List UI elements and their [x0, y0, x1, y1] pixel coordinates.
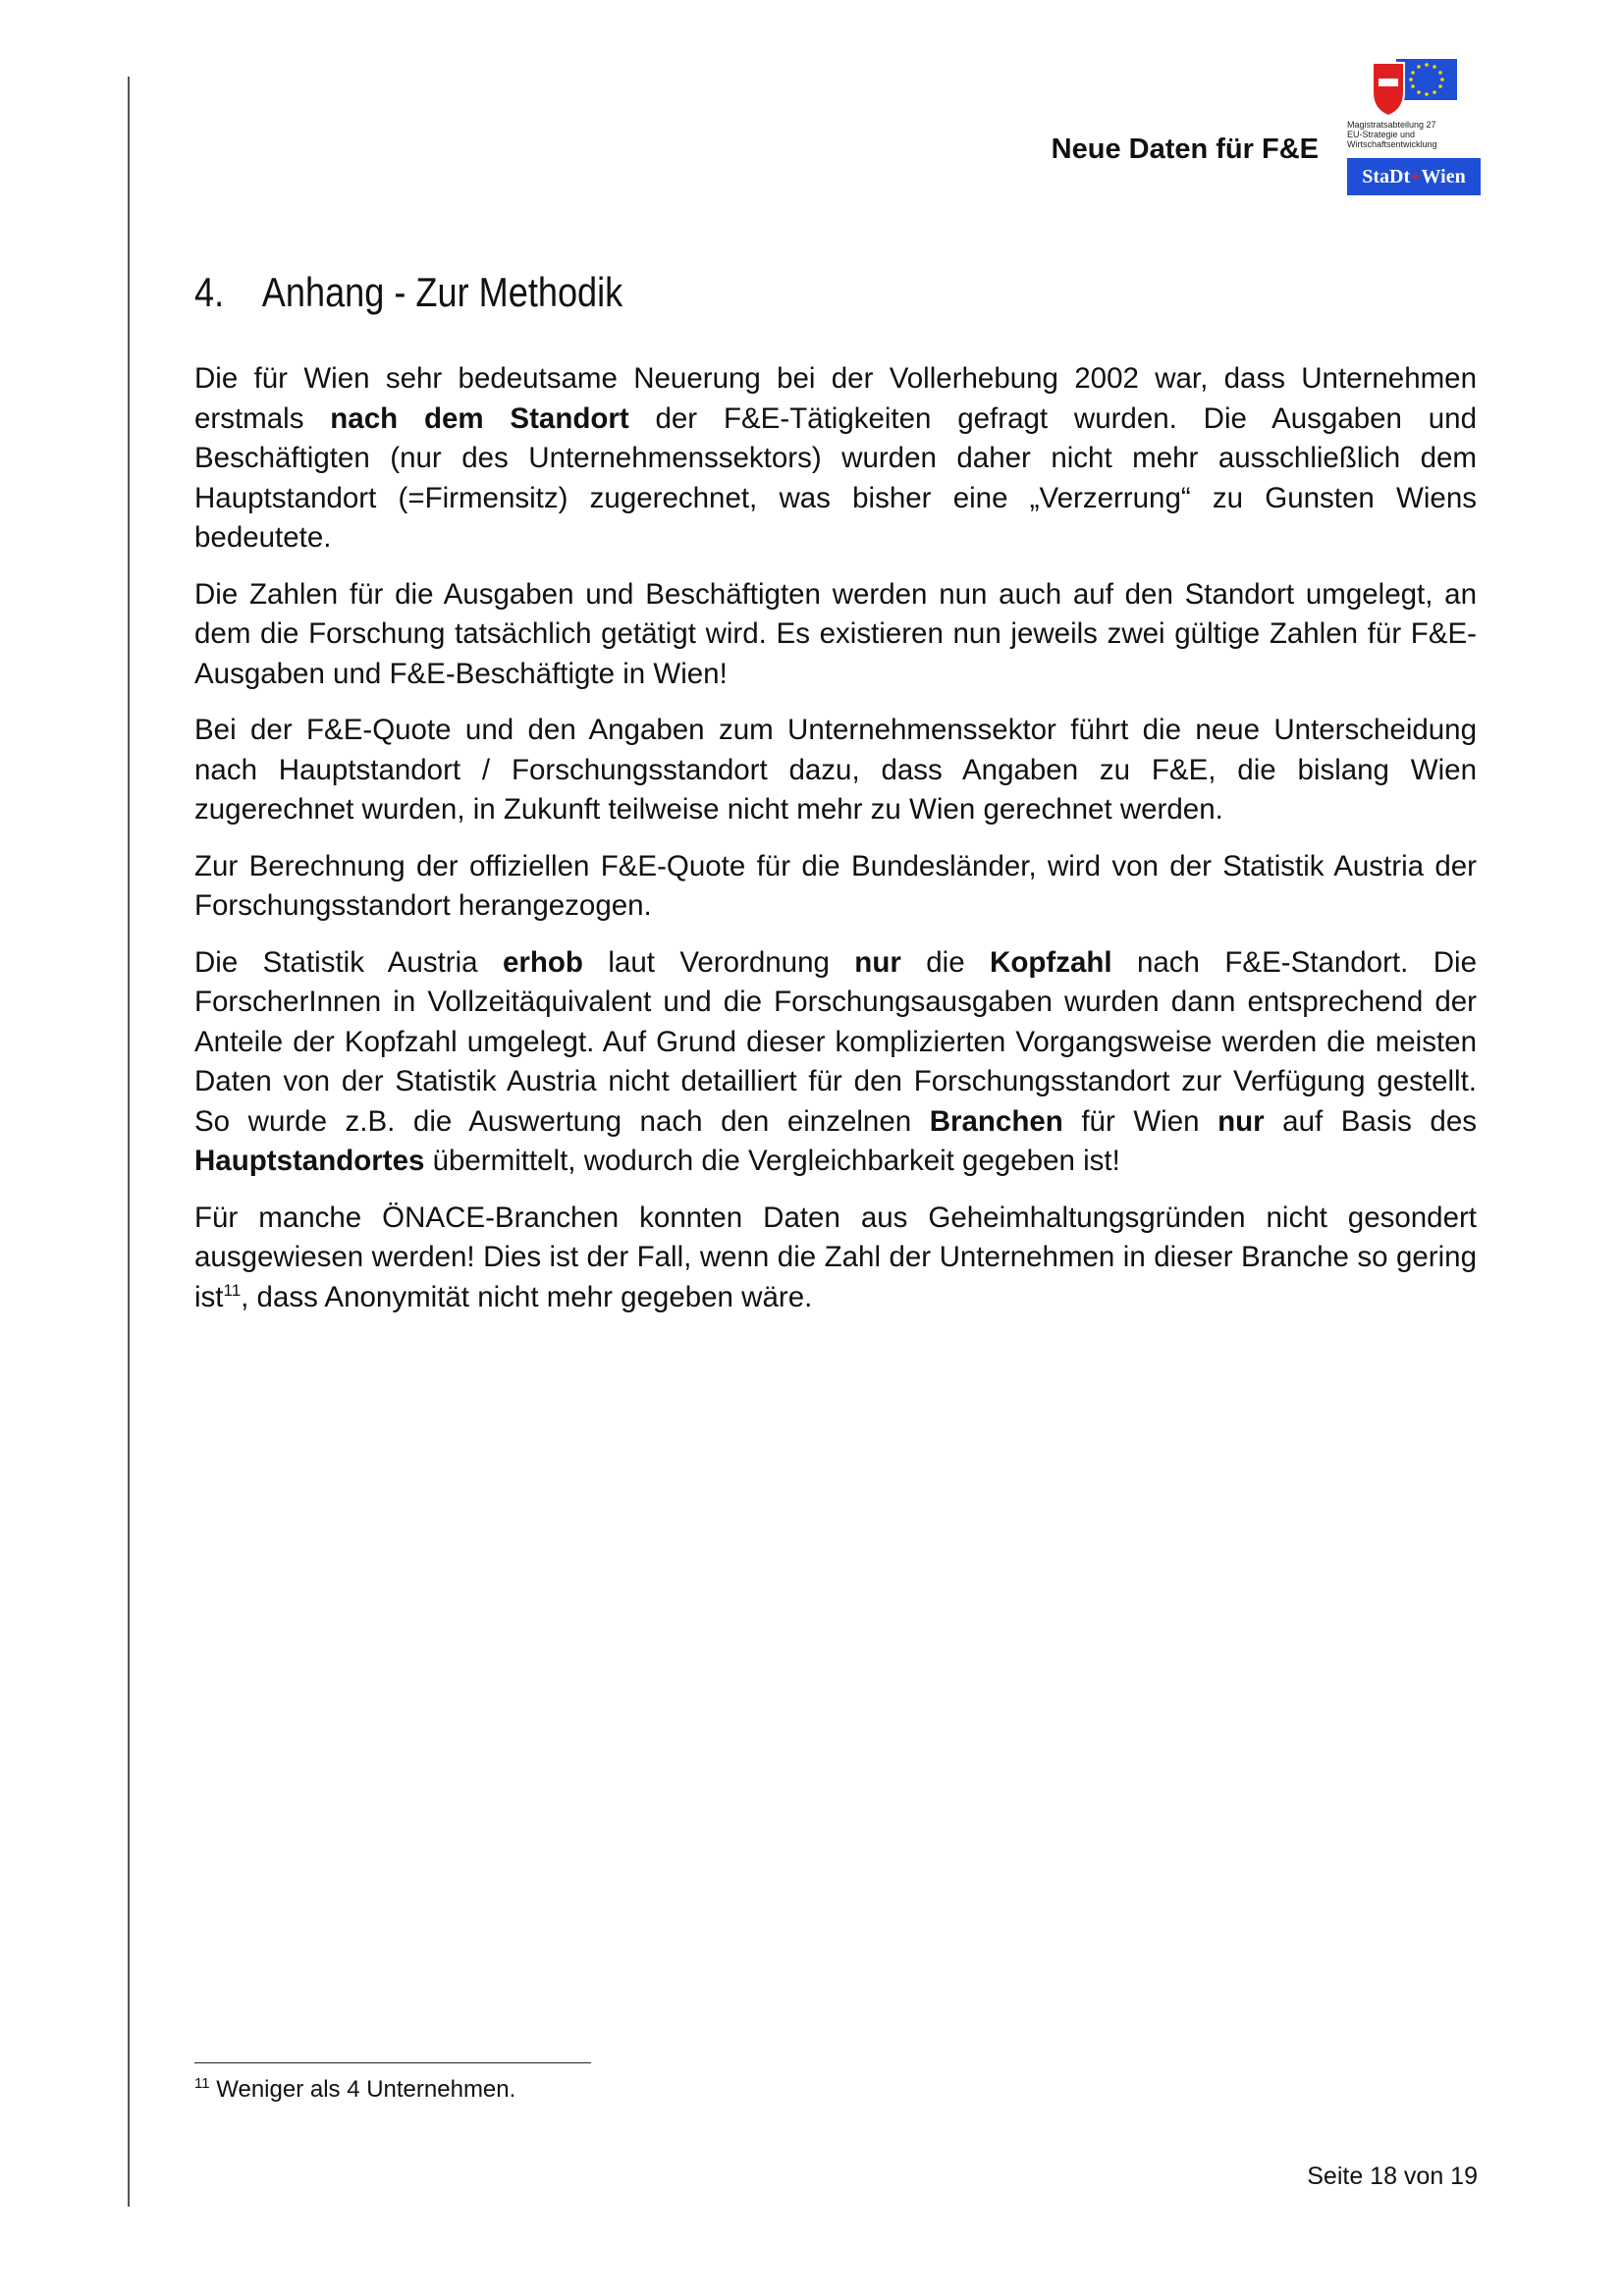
footnote-reference[interactable]: 11 — [223, 1280, 242, 1300]
logo-text-line: Magistratsabteilung 27 — [1347, 120, 1436, 130]
footnote-text: Weniger als 4 Unternehmen. — [209, 2076, 516, 2103]
paragraph: Bei der F&E-Quote und den Angaben zum Unternehmenssektor führt die neue Unterscheidung nach Hauptstandort / Forschungsstandort dazu, dass Angaben zu F&E, die bislang Wien zugerechnet wurden, in Zukunft teilweise nicht mehr zu Wien gerechnet werden. — [194, 714, 1477, 826]
paragraph: Zur Berechnung der offiziellen F&E-Quote für die Bundesländer, wird von der Statistik Austria der Forschungsstandort herangezogen. — [194, 849, 1477, 922]
paragraph: Die für Wien sehr bedeutsame Neuerung bei der Vollerhebung 2002 war, dass Unternehmen erstmals nach dem Standort der F&E-Tätigkeiten gefragt wurden. Die Ausgaben und Beschäftigten (nur des Unternehmenssektors) wurden daher nicht mehr ausschließlich dem Hauptstandort (=Firmensitz) zugerechnet, was bisher eine „Verzerrung“ zu Gunsten Wiens bedeutete. — [194, 362, 1477, 554]
stadt-wien-badge — [1347, 158, 1481, 195]
footnote-marker: 11 — [194, 2075, 210, 2092]
logo-department-text — [1347, 120, 1483, 149]
page-number: Seite 18 von 19 — [1307, 2163, 1478, 2190]
badge-cross: + — [1410, 166, 1422, 187]
eu-vienna-emblem-icon — [1371, 57, 1459, 118]
header-title: Neue Daten für F&E — [1051, 133, 1319, 165]
section-number: 4. — [194, 269, 225, 315]
page-margin-rule — [128, 77, 130, 2207]
logo-text-line: Wirtschaftsentwicklung — [1347, 139, 1437, 149]
badge-right: Wien — [1421, 166, 1466, 187]
paragraph: Für manche ÖNACE-Branchen konnten Daten aus Geheimhaltungsgründen nicht gesondert ausgewiesen werden! Dies ist der Fall, wenn die Zahl der Unternehmen in dieser Branche so gering ist$^{11}$, dass Anonymität nicht mehr gegeben wäre. — [194, 1201, 1477, 1313]
body-text — [194, 359, 1477, 1334]
footnote — [194, 2075, 515, 2104]
stadt-wien-logo — [1347, 57, 1483, 196]
badge-left: StaDt — [1362, 166, 1411, 187]
paragraph: Die Zahlen für die Ausgaben und Beschäftigten werden nun auch auf den Standort umgelegt, an dem die Forschung tatsächlich getätigt wird. Es existieren nun jeweils zwei gültige Zahlen für F&E-Ausgaben und F&E-Beschäftigte in Wien! — [194, 577, 1477, 690]
section-title: Anhang - Zur Methodik — [261, 269, 623, 315]
section-heading — [194, 269, 622, 316]
logo-text-line: EU-Strategie und — [1347, 130, 1416, 139]
paragraph: Die Statistik Austria erhob laut Verordnung nur die Kopfzahl nach F&E-Standort. Die ForscherInnen in Vollzeitäquivalent und die Forschungsausgaben wurden dann entsprechend der Anteile der Kopfzahl umgelegt. Auf Grund dieser komplizierten Vorgangsweise werden die meisten Daten von der Statistik Austria nicht detailliert für den Forschungsstandort zur Verfügung gestellt. So wurde z.B. die Auswertung nach den einzelnen Branchen für Wien nur auf Basis des Hauptstandortes übermittelt, wodurch die Vergleichbarkeit gegeben ist! — [194, 945, 1477, 1177]
footnote-divider — [194, 2062, 591, 2063]
